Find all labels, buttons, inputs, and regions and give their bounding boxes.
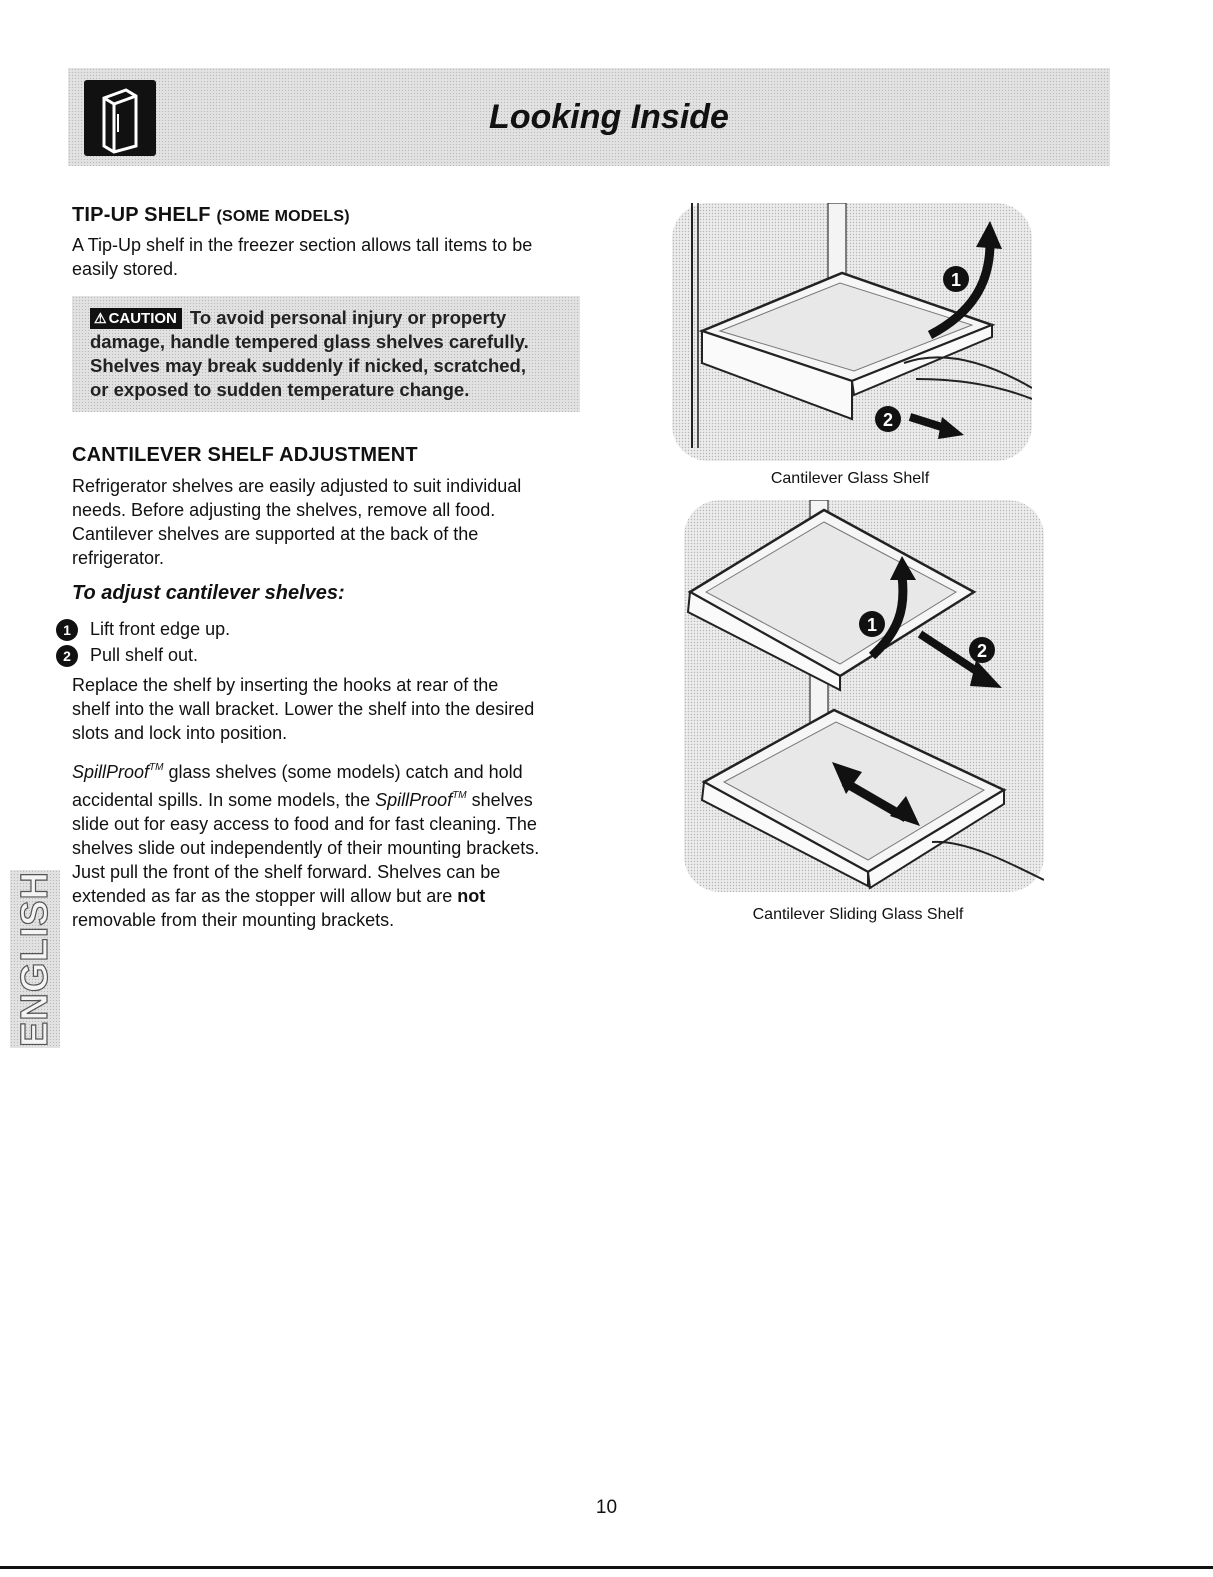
language-tab-label: ENGLISH xyxy=(14,871,56,1047)
language-tab xyxy=(10,870,60,1048)
step-number-badge: 1 xyxy=(56,619,78,641)
text-line: slide out for easy access to food and for fast cleaning. The xyxy=(72,814,537,834)
bottom-rule xyxy=(0,1566,1213,1569)
tipup-heading-note: (SOME MODELS) xyxy=(216,208,350,225)
cantilever-glass-shelf-illustration xyxy=(672,203,1032,461)
trademark: TM xyxy=(149,762,164,773)
text-line: needs. Before adjusting the shelves, remove all food. xyxy=(72,500,496,520)
caution-text xyxy=(90,306,572,402)
text-line xyxy=(72,784,539,812)
text-line: Replace the shelf by inserting the hooks at rear of the xyxy=(72,675,499,695)
figure-1-caption: Cantilever Glass Shelf xyxy=(770,470,930,487)
adjust-heading: To adjust cantilever shelves: xyxy=(72,582,345,604)
step-text: Pull shelf out. xyxy=(90,645,199,665)
caution-badge xyxy=(90,308,182,329)
cantilever-sliding-glass-shelf-illustration xyxy=(684,500,1044,892)
text-line: Refrigerator shelves are easily adjusted to suit individual xyxy=(72,476,522,496)
brand-name: SpillProof xyxy=(72,762,150,782)
tipup-heading xyxy=(72,204,350,227)
text-line: easily stored. xyxy=(72,259,179,279)
cantilever-heading: CANTILEVER SHELF ADJUSTMENT xyxy=(72,444,418,466)
text-line: shelf into the wall bracket. Lower the shelf into the desired xyxy=(72,699,535,719)
step-text: Lift front edge up. xyxy=(90,619,231,639)
caution-line: To avoid personal injury or property xyxy=(189,307,507,328)
text-line: shelves slide out independently of their mounting brackets. xyxy=(72,838,540,858)
text-line: slots and lock into position. xyxy=(72,723,288,743)
trademark: TM xyxy=(452,790,467,801)
caution-line: damage, handle tempered glass shelves carefully. xyxy=(90,331,529,352)
page-title: Looking Inside xyxy=(489,98,729,136)
text-segment: glass shelves (some models) catch and hold xyxy=(163,762,523,782)
caution-box xyxy=(72,296,580,412)
marker-2: 2 xyxy=(882,410,894,430)
text-line: Just pull the front of the shelf forward. Shelves can be xyxy=(72,862,501,882)
step-2 xyxy=(56,644,198,667)
marker-2: 2 xyxy=(976,641,988,661)
cantilever-text xyxy=(72,474,521,570)
step-number-badge: 2 xyxy=(56,645,78,667)
spillproof-text xyxy=(72,756,539,932)
figure-2-caption: Cantilever Sliding Glass Shelf xyxy=(752,906,964,923)
text-segment: accidental spills. In some models, the xyxy=(72,790,376,810)
text-segment: extended as far as the stopper will allow but are xyxy=(72,886,458,906)
text-line xyxy=(72,756,539,784)
marker-1: 1 xyxy=(866,615,878,635)
tipup-text xyxy=(72,233,532,281)
text-line: A Tip-Up shelf in the freezer section allows tall items to be xyxy=(72,235,533,255)
text-segment: shelves xyxy=(466,790,533,810)
warning-triangle-icon: ⚠ xyxy=(94,310,107,326)
caution-badge-label: CAUTION xyxy=(108,310,177,327)
header-banner xyxy=(68,68,1110,166)
marker-1: 1 xyxy=(950,270,962,290)
replace-text xyxy=(72,673,534,745)
caution-line: or exposed to sudden temperature change. xyxy=(90,379,470,400)
text-line: removable from their mounting brackets. xyxy=(72,910,395,930)
caution-line: Shelves may break suddenly if nicked, scratched, xyxy=(90,355,526,376)
page-number: 10 xyxy=(595,1497,618,1518)
text-line xyxy=(72,884,539,908)
text-line: refrigerator. xyxy=(72,548,165,568)
tipup-heading-text: TIP-UP SHELF xyxy=(72,204,211,226)
brand-name: SpillProof xyxy=(375,790,453,810)
step-1 xyxy=(56,618,230,641)
emphasis: not xyxy=(457,886,486,906)
text-line: Cantilever shelves are supported at the back of the xyxy=(72,524,479,544)
